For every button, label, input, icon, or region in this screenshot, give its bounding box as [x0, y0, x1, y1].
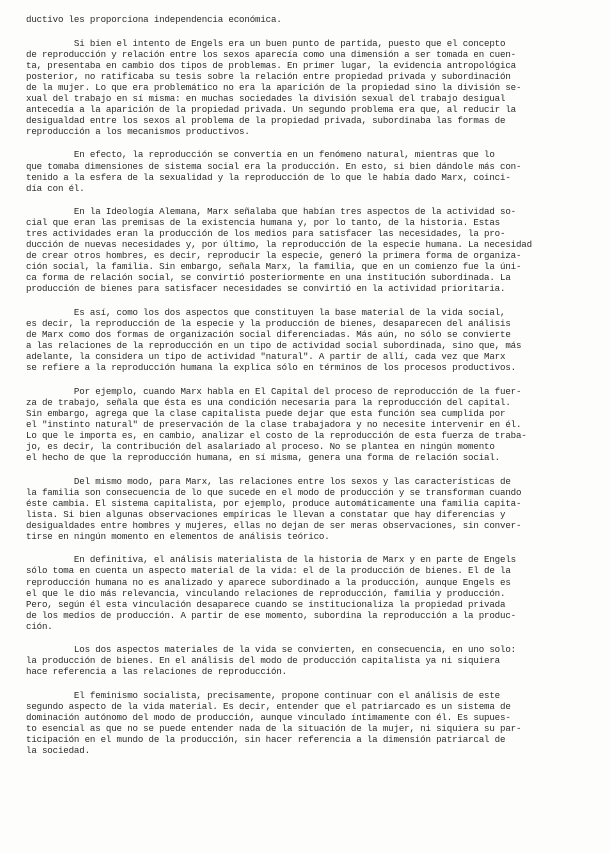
text-line: ducción de nuevas necesidades y, por último, la reproducción de la especie humana. La necesidad: [26, 239, 532, 251]
text-line: que tomaba dimensiones de sistema social era la producción. En esto, si bien dándole más con-: [26, 160, 522, 172]
text-line: tenido a la esfera de la sexualidad y la reproducción de lo que le había dado Marx, coinci-: [26, 171, 511, 183]
paragraph: [26, 149, 590, 193]
text-line: adelante, la considera un tipo de actividad "natural". A partir de allí, cada vez que Marx: [26, 351, 506, 363]
paragraph: [26, 476, 590, 542]
text-line: el que le dio más relevancia, vinculando relaciones de reproducción, familia y producción.: [26, 587, 506, 599]
text-line: El feminismo socialista, precisamente, propone continuar con el análisis de este: [26, 689, 501, 701]
paragraph: [26, 644, 590, 677]
text-line: de crear otros hombres, es decir, reproducir la especie, generó la primera forma de organiza-: [26, 250, 522, 262]
text-line: de Marx como dos formas de organización social diferenciadas. Más aún, no sólo se convierte: [26, 329, 511, 341]
text-line: to esencial as que no se puede entender nada de la situación de la mujer, ni siquiera su par-: [26, 723, 522, 735]
text-line: desigualdad entre los sexos al problema de la propiedad privada, subordinaba las formas de: [26, 114, 506, 126]
text-line: xual del trabajo en sí misma: en muchas sociedades la división sexual del trabajo desigual: [26, 92, 506, 104]
text-line: posterior, no ratificaba su tesis sobre la relación entre propiedad privada y subordinación: [26, 70, 511, 82]
text-line: tres actividades eran la producción de los medios para satisfacer las necesidades, la pro-: [26, 228, 506, 240]
paragraph: [26, 14, 590, 25]
paragraph: [26, 38, 590, 137]
text-line: Si bien el intento de Engels era un buen punto de partida, puesto que el concepto: [26, 37, 506, 49]
text-line: segundo aspecto de la vida material. Es decir, entender que el patriarcado es un sistema de: [26, 700, 511, 712]
text-line: desigualdades entre hombres y mujeres, ellas no dejan de ser meras observaciones, sin conver-: [26, 519, 522, 531]
text-line: día con él.: [26, 182, 85, 194]
text-line: la sociedad.: [26, 745, 90, 757]
text-line: de los medios de producción. A partir de ese momento, subordina la reproducción a la produc-: [26, 609, 516, 621]
text-line: ticipación en el mundo de la producción, sin hacer referencia a la dimensión patriarcal de: [26, 734, 506, 746]
text-line: ca forma de relación social, se convirtió posteriormente en una institución subordinada. La: [26, 272, 511, 284]
paragraph: [26, 307, 590, 373]
text-line: En definitiva, el análisis materialista de la historia de Marx y en parte de Engels: [26, 554, 516, 566]
paragraph: [26, 554, 590, 631]
text-line: antecedía a la aparición de la propiedad privada. Un segundo problema era que, al reducir la: [26, 103, 516, 115]
text-line: Por ejemplo, cuando Marx habla en El Capital del proceso de reproducción de la fuer-: [26, 385, 522, 397]
text-line: el "instinto natural" de preservación de la clase trabajadora y no necesite intervenir en él.: [26, 418, 522, 430]
text-line: reproducción humana no es analizado y aparece subordinado a la producción, aunque Engels es: [26, 576, 511, 588]
text-line: de la mujer. Lo que era problemático no era la aparición de la propiedad sino la división se-: [26, 81, 522, 93]
text-line: Del mismo modo, para Marx, las relaciones entre los sexos y las características de: [26, 475, 511, 487]
text-line: de reproducción y relación entre los sexos aparecía como una dimensión a ser tomada en cuen-: [26, 48, 516, 60]
text-line: cial que eran las premisas de la existencia humana y, por lo tanto, de la historia. Estas: [26, 217, 501, 229]
text-line: ción.: [26, 620, 53, 632]
text-line: reproducción a los mecanismos productivos.: [26, 125, 250, 137]
text-line: lista. Si bien algunas observaciones empíricas le llevan a constatar que hay diferencias y: [26, 508, 506, 520]
text-line: sólo toma en cuenta un aspecto material de la vida: el de la producción de bienes. El de la: [26, 565, 511, 577]
text-line: a las relaciones de la reproducción en un tipo de actividad social subordinada, sino que, más: [26, 340, 522, 352]
paragraph: [26, 206, 590, 294]
text-line: za de trabajo, señala que ésta es una condición necesaria para la reproducción del capital.: [26, 396, 511, 408]
text-line: En efecto, la reproducción se convertía en un fenómeno natural, mientras que lo: [26, 149, 495, 161]
text-line: ta, presentaba en cambio dos tipos de problemas. En primer lugar, la evidencia antropológica: [26, 59, 516, 71]
text-line: Los dos aspectos materiales de la vida se convierten, en consecuencia, en uno solo:: [26, 644, 516, 656]
paragraph: [26, 690, 590, 756]
text-line: Es así, como los dos aspectos que constituyen la base material de la vida social,: [26, 307, 506, 319]
text-line: es decir, la reproducción de la especie y la producción de bienes, desaparecen del análisis: [26, 318, 511, 330]
text-line: la familia son consecuencia de lo que sucede en el modo de producción y se transforman cuando: [26, 486, 522, 498]
text-line: se refiere a la reproducción humana la explica sólo en términos de los procesos productivos.: [26, 362, 516, 374]
text-line: éste cambia. El sistema capitalista, por ejemplo, produce automáticamente una familia capita-: [26, 497, 522, 509]
text-line: Lo que le importa es, en cambio, analizar el costo de la reproducción de esta fuerza de traba-: [26, 430, 527, 441]
text-line: dominación autónomo del modo de producción, aunque vinculado íntimamente con él. Es supues-: [26, 711, 511, 723]
text-line: tirse en ningún momento en elementos de análisis teórico.: [26, 530, 330, 542]
text-line: hace referencia a las relaciones de reproducción.: [26, 666, 287, 678]
text-line: ción social, la familia. Sin embargo, señala Marx, la familia, que en un comienzo fue la úni-: [26, 261, 522, 273]
text-line: producción de bienes para satisfacer necesidades se convirtió en la actividad prioritaria.: [26, 283, 506, 295]
text-line: jo, es decir, la contribución del asalariado al proceso. No se plantea en ningún momento: [26, 441, 495, 453]
text-line: En la Ideología Alemana, Marx señalaba que habían tres aspectos de la actividad so-: [26, 206, 516, 218]
paragraph: [26, 386, 590, 463]
text-line: la producción de bienes. En el análisis del modo de producción capitalista ya ni siquiera: [26, 655, 501, 667]
text-line: ductivo les proporciona independencia económica.: [26, 14, 282, 25]
text-line: Pero, según él esta vinculación desaparece cuando se institucionaliza la propiedad privada: [26, 598, 506, 610]
text-line: Sin embargo, agrega que la clase capitalista puede dejar que esta función sea cumplida por: [26, 407, 506, 419]
text-line: el hecho de que la reproducción humana, en sí misma, genera una forma de relación social.: [26, 452, 501, 464]
